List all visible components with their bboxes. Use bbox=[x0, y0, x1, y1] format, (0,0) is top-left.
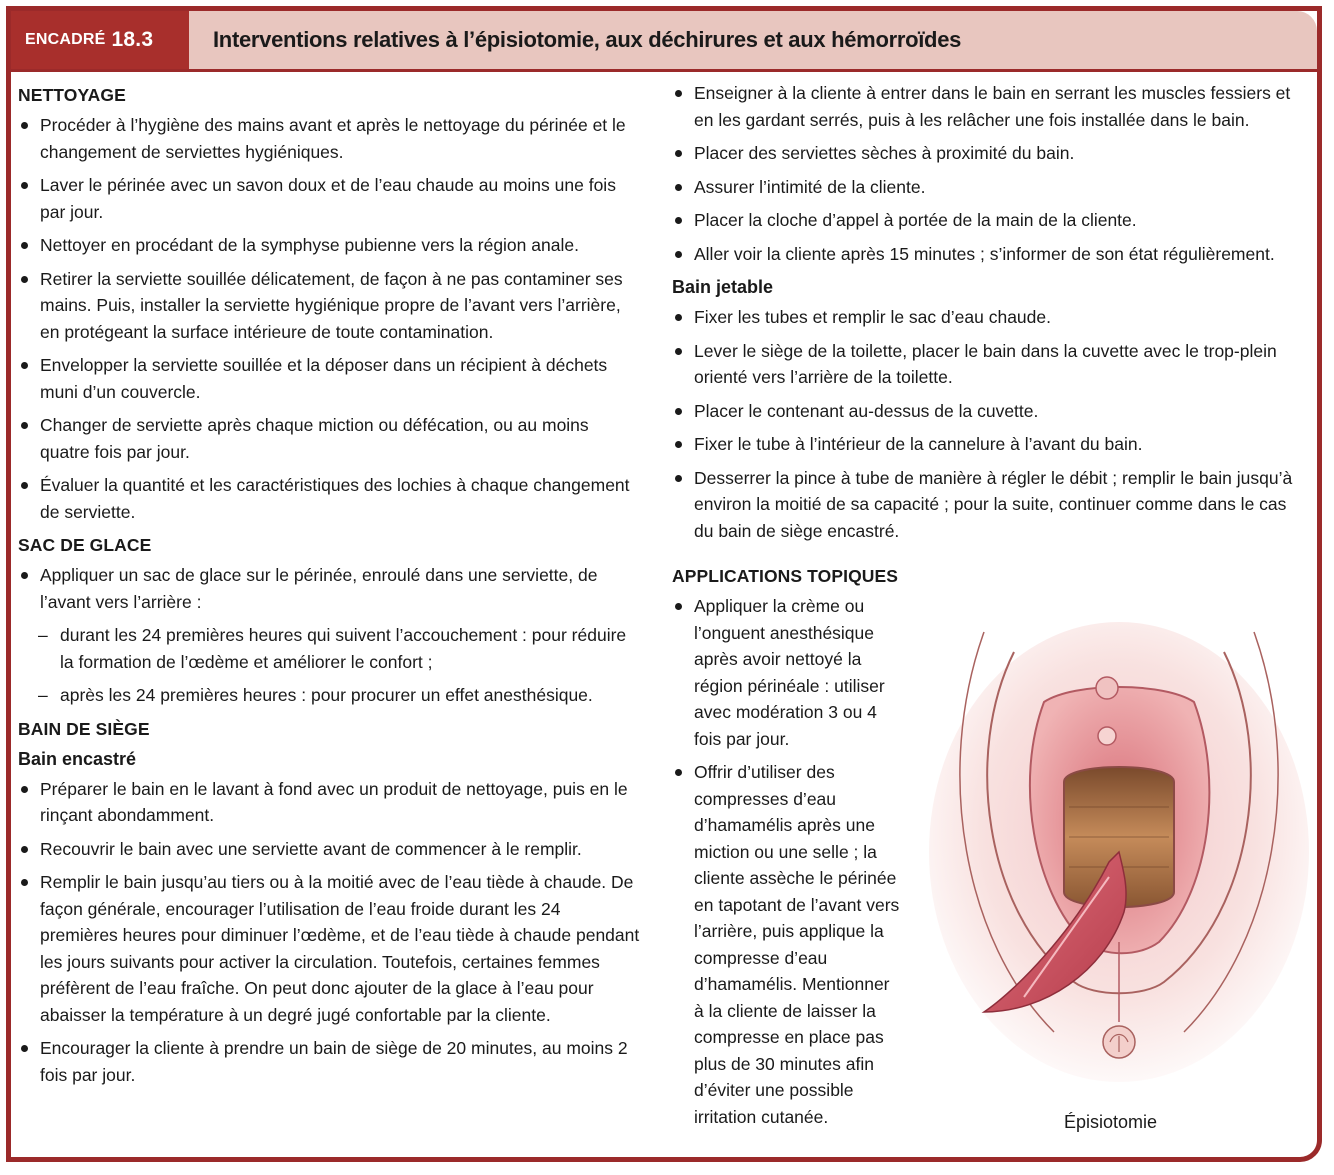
sub-list-item: – durant les 24 premières heures qui suivent l’accouchement : pour réduire la formation de l’œdème et améliorer le confort ; bbox=[18, 622, 643, 675]
sub-list-item: – après les 24 premières heures : pour procurer un effet anesthésique. bbox=[18, 682, 643, 709]
list-item: Fixer le tube à l’intérieur de la cannelure à l’avant du bain. bbox=[672, 431, 1302, 458]
left-column bbox=[18, 80, 643, 1095]
list-item: Placer la cloche d’appel à portée de la main de la cliente. bbox=[672, 207, 1302, 234]
box-header bbox=[11, 11, 1317, 72]
episiotomy-illustration bbox=[924, 612, 1314, 1092]
list-item: Offrir d’utiliser des compresses d’eau d’hamamélis après une miction ou une selle ; la cliente assèche le périnée en tapotant de l’avant vers l’arrière, puis applique la compresse d’eau d’hamamélis. Mentionner à la cliente de laisser la compresse en place pas plus de 30 minutes afin d’éviter une possible irritation cutanée. bbox=[672, 759, 904, 1130]
list-item: Remplir le bain jusqu’au tiers ou à la moitié avec de l’eau tiède à chaude. De façon générale, encourager l’utilisation de l’eau froide durant les 24 premières heures pour diminuer l’œdème, et de l’eau tiède à chaude pendant les jours suivants pour activer la circulation. Toutefois, certaines femmes préfèrent de l’eau fraîche. On peut donc ajouter de la glace à l’eau pour abaisser la température à un degré jugé confortable par la cliente. bbox=[18, 869, 643, 1028]
heading-sac-de-glace: SAC DE GLACE bbox=[18, 535, 152, 555]
list-item: Évaluer la quantité et les caractéristiques des lochies à chaque changement de serviette. bbox=[18, 472, 643, 525]
list-item: Fixer les tubes et remplir le sac d’eau chaude. bbox=[672, 304, 1302, 331]
list-item: Aller voir la cliente après 15 minutes ; s’informer de son état régulièrement. bbox=[672, 241, 1302, 268]
tag-label: ENCADRÉ bbox=[25, 31, 106, 48]
list-item: Nettoyer en procédant de la symphyse pubienne vers la région anale. bbox=[18, 232, 643, 259]
figure-caption: Épisiotomie bbox=[1064, 1112, 1158, 1132]
subheading-bain-jetable: Bain jetable bbox=[672, 277, 774, 297]
list-item: Assurer l’intimité de la cliente. bbox=[672, 174, 1302, 201]
list-item: Appliquer un sac de glace sur le périnée, enroulé dans une serviette, de l’avant vers l’arrière : bbox=[18, 562, 643, 615]
heading-applications-topiques: APPLICATIONS TOPIQUES bbox=[672, 566, 899, 586]
list-bain-jetable bbox=[672, 304, 1302, 544]
list-item: Desserrer la pince à tube de manière à régler le débit ; remplir le bain jusqu’à environ la moitié de sa capacité ; pour la suite, continuer comme dans le cas du bain de siège encastré. bbox=[672, 465, 1302, 545]
list-item: Placer des serviettes sèches à proximité du bain. bbox=[672, 140, 1302, 167]
list-item: Préparer le bain en le lavant à fond avec un produit de nettoyage, puis en le rinçant abondamment. bbox=[18, 776, 643, 829]
list-item: Envelopper la serviette souillée et la déposer dans un récipient à déchets muni d’un couvercle. bbox=[18, 352, 643, 405]
subheading-bain-encastre: Bain encastré bbox=[18, 748, 137, 769]
list-item: Recouvrir le bain avec une serviette avant de commencer à le remplir. bbox=[18, 836, 643, 863]
list-item: Placer le contenant au-dessus de la cuvette. bbox=[672, 398, 1302, 425]
heading-nettoyage: NETTOYAGE bbox=[18, 85, 126, 105]
list-item: Procéder à l’hygiène des mains avant et après le nettoyage du périnée et le changement de serviettes hygiéniques. bbox=[18, 112, 643, 165]
list-bain-encastre bbox=[18, 776, 643, 1089]
box-title: Interventions relatives à l’épisiotomie, aux déchirures et aux hémorroïdes bbox=[213, 27, 962, 52]
list-item: Retirer la serviette souillée délicatement, de façon à ne pas contaminer ses mains. Puis, installer la serviette hygiénique propre de l’avant vers l’arrière, en protégeant la surface intérieure de toute contamination. bbox=[18, 266, 643, 346]
list-item: Encourager la cliente à prendre un bain de siège de 20 minutes, au moins 2 fois par jour. bbox=[18, 1035, 643, 1088]
list-glace bbox=[18, 562, 643, 709]
heading-bain-de-siege: BAIN DE SIÈGE bbox=[18, 718, 150, 739]
list-nettoyage bbox=[18, 112, 643, 525]
list-bain-encastre-suite bbox=[672, 80, 1302, 267]
list-item: Laver le périnée avec un savon doux et de l’eau chaude au moins une fois par jour. bbox=[18, 172, 643, 225]
encadre-tag bbox=[11, 11, 189, 69]
list-item: Lever le siège de la toilette, placer le bain dans la cuvette avec le trop-plein orienté vers l’arrière de la toilette. bbox=[672, 338, 1302, 391]
tag-number: 18.3 bbox=[111, 28, 154, 51]
list-item: Enseigner à la cliente à entrer dans le bain en serrant les muscles fessiers et en les gardant serrés, puis à les relâcher une fois installée dans le bain. bbox=[672, 80, 1302, 133]
list-item: Changer de serviette après chaque miction ou défécation, ou au moins quatre fois par jour. bbox=[18, 412, 643, 465]
list-item: Appliquer la crème ou l’onguent anesthésique après avoir nettoyé la région périnéale : utiliser avec modération 3 ou 4 fois par jour. bbox=[672, 593, 904, 752]
